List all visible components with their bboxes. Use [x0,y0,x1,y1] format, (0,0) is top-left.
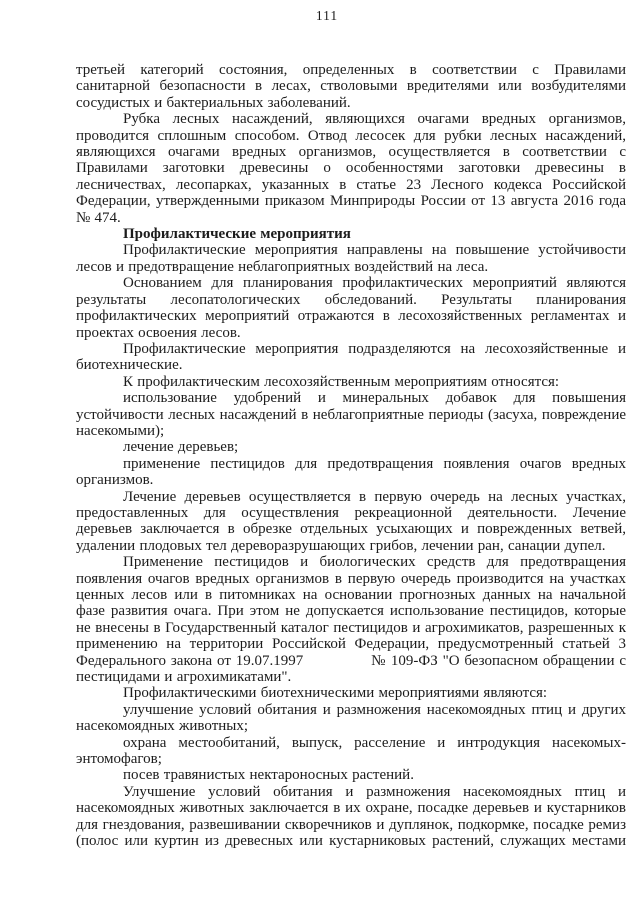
paragraph: лечение деревьев; [123,439,239,456]
paragraph: Лечение деревьев осуществляется в первую очередь на лесных участках, предоставленных для осуществления рекреационной деятельности. Лечение деревьев заключается в обрезке отдельных усыхающих и поврежденных ветвей, удалении плодовых тел дереворазрушающих грибов, лечении ран, санации дупел. [76,488,626,554]
paragraph: посев травянистых нектароносных растений. [123,767,414,784]
paragraph: К профилактическим лесохозяйственным мероприятиям относятся: [123,373,560,390]
section-heading: Профилактические мероприятия [123,226,351,243]
paragraph: Профилактическими биотехническими мероприятиями являются: [123,685,548,702]
paragraph: Основанием для планирования профилактических мероприятий являются результаты лесопатологических обследований. Результаты планирования профилактических мероприятий отражаются в лесохозяйственных регламентах и проектах освоения лесов. [76,275,626,341]
paragraph: использование удобрений и минеральных добавок для повышения устойчивости лесных насаждений в неблагоприятные периоды (засуха, повреждение насекомыми); [76,390,626,439]
paragraph: Применение пестицидов и биологических средств для предотвращения появления очагов вредных организмов в первую очередь производится на участках ценных лесов или в питомниках на основании прогнозных данных на начальной фазе развития очага. При этом не допускается использование пестицидов, которые не внесены в Государственный каталог пестицидов и агрохимикатов, разрешенных к применению на территории Российской Федерации, предусмотренный статьей 3 Федерального закона от 19.07.1997 № 109-ФЗ "О безопасном обращении с пестицидами и агрохимикатами". [76,554,626,686]
paragraph: Профилактические мероприятия направлены на повышение устойчивости лесов и предотвращение неблагоприятных воздействий на леса. [76,242,626,275]
paragraph: применение пестицидов для предотвращения появления очагов вредных организмов. [76,455,626,489]
paragraph: улучшение условий обитания и размножения насекомоядных птиц и других насекомоядных животных; [76,701,626,735]
paragraph: Рубка лесных насаждений, являющихся очагами вредных организмов, проводится сплошным способом. Отвод лесосек для рубки лесных насаждений, являющихся очагами вредных организмов, осуществляется в соответствии с Правилами заготовки древесины о особенностями заготовки древесины в лесничествах, лесопарках, указанных в статье 23 Лесного кодекса Российской Федерации, утвержденными приказом Минприроды России от 13 августа 2016 года № 474. [76,111,626,226]
document-body [76,62,626,850]
paragraph: Профилактические мероприятия подразделяются на лесохозяйственные и биотехнические. [76,340,626,374]
paragraph: охрана местообитаний, выпуск, расселение и интродукция насекомых-энтомофагов; [76,734,626,768]
paragraph: третьей категорий состояния, определенных в соответствии с Правилами санитарной безопасности в лесах, стволовыми вредителями или возбудителями сосудистых и бактериальных заболеваний. [76,62,626,111]
paragraph: Улучшение условий обитания и размножения насекомоядных птиц и насекомоядных животных заключается в их охране, посадке деревьев и кустарников для гнездования, развешивании скворечников и дуплянок, подкормке, посадке ремиз (полос или куртин из древесных или кустарниковых растений, служащих местами [76,783,626,850]
page-number: 111 [315,8,339,23]
